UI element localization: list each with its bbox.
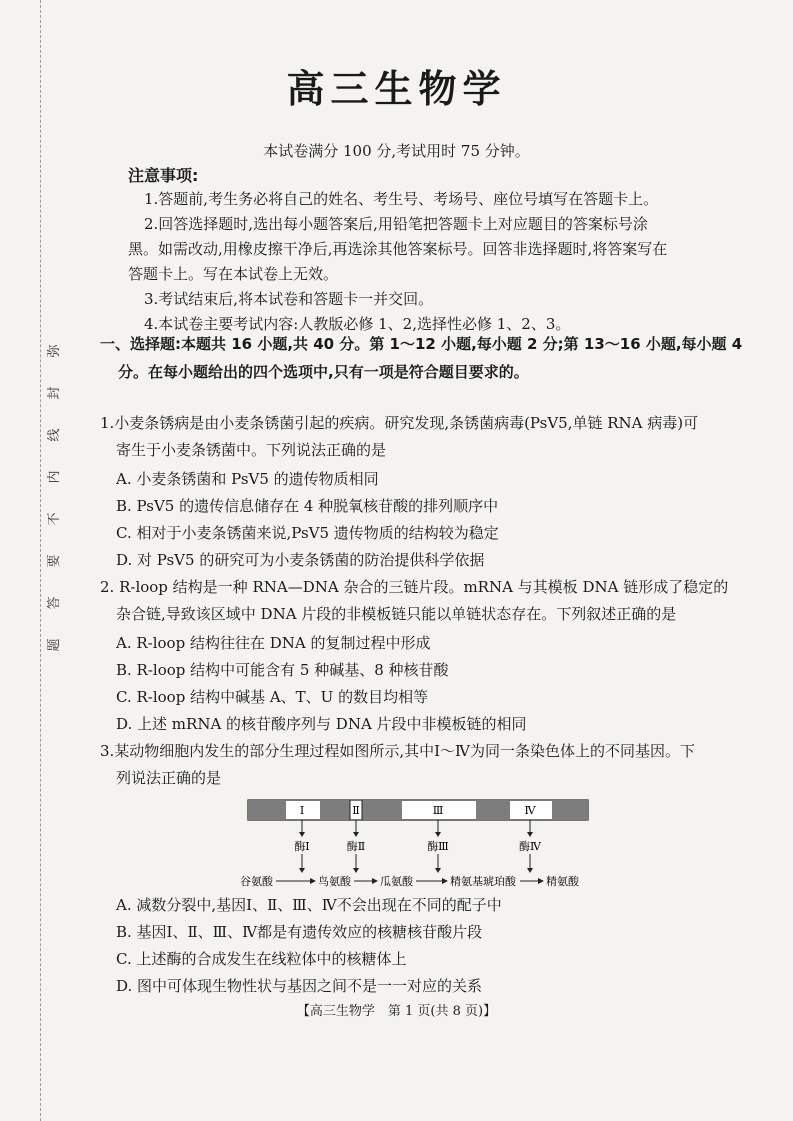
binding-char: 弥: [47, 344, 62, 358]
gene-label: Ⅱ: [352, 804, 360, 817]
page-title: 高三生物学: [286, 67, 507, 111]
stem-line: 杂合链,导致该区域中 DNA 片段的非模板链只能以单链状态存在。下列叙述正确的是: [116, 605, 677, 623]
stem-line: 2. R-loop 结构是一种 RNA—DNA 杂合的三链片段。mRNA 与其模板 DNA 链形成了稳定的: [100, 578, 729, 596]
binding-char: 题: [47, 638, 62, 652]
arrow-head: [527, 868, 533, 873]
notice-item: 4.本试卷主要考试内容:人教版必修 1、2,选择性必修 1、2、3。: [144, 315, 571, 333]
notice-item: 答题卡上。写在本试卷上无效。: [128, 265, 339, 283]
binding-char: 答: [47, 596, 62, 610]
exam-info: 本试卷满分 100 分,考试用时 75 分钟。: [263, 142, 530, 160]
chromosome-segment: [552, 800, 588, 820]
question-2-stem: [100, 574, 745, 628]
arrow-head: [435, 832, 441, 837]
gene-label: Ⅳ: [524, 804, 536, 817]
arrow-head: [299, 868, 305, 873]
gene-pathway-figure: [240, 798, 600, 890]
option: D. 上述 mRNA 的核苷酸序列与 DNA 片段中非模板链的相同: [116, 715, 527, 733]
section-heading: [100, 330, 750, 386]
option: A. 减数分裂中,基因Ⅰ、Ⅱ、Ⅲ、Ⅳ不会出现在不同的配子中: [116, 896, 502, 914]
notice-item: 1.答题前,考生务必将自己的姓名、考生号、考场号、座位号填写在答题卡上。: [144, 190, 659, 208]
substance-label: 鸟氨酸: [318, 875, 351, 888]
arrow-head: [538, 878, 544, 884]
notice-item: 2.回答选择题时,选出每小题答案后,用铅笔把答题卡上对应题目的答案标号涂: [144, 215, 648, 233]
chromosome-segment: [320, 800, 350, 820]
binding-char: 不: [47, 512, 62, 526]
stem-line: 列说法正确的是: [116, 769, 222, 787]
arrow-head: [353, 868, 359, 873]
chromosome-segment: [476, 800, 510, 820]
enzyme-label: 酶Ⅲ: [427, 840, 449, 853]
arrow-head: [353, 832, 359, 837]
question-3-stem: [100, 738, 745, 792]
stem-line: 3.某动物细胞内发生的部分生理过程如图所示,其中Ⅰ～Ⅳ为同一条染色体上的不同基因。下: [100, 742, 695, 760]
question-1-stem: [100, 410, 745, 464]
option: A. R-loop 结构往往在 DNA 的复制过程中形成: [116, 634, 431, 652]
enzyme-label: 酶Ⅱ: [346, 840, 366, 853]
option: B. 基因Ⅰ、Ⅱ、Ⅲ、Ⅳ都是有遗传效应的核糖核苷酸片段: [116, 923, 483, 941]
substance-label: 瓜氨酸: [380, 875, 413, 888]
chromosome-segment: [362, 800, 402, 820]
gene-label: Ⅰ: [299, 804, 305, 817]
enzyme-label: 酶Ⅳ: [519, 840, 541, 853]
option: A. 小麦条锈菌和 PsV5 的遗传物质相同: [116, 470, 379, 488]
notice-item: 黑。如需改动,用橡皮擦干净后,再选涂其他答案标号。回答非选择题时,将答案写在: [128, 240, 668, 258]
gene-label: Ⅲ: [432, 804, 444, 817]
binding-char: 要: [47, 554, 62, 568]
arrow-head: [310, 878, 316, 884]
option: D. 对 PsV5 的研究可为小麦条锈菌的防治提供科学依据: [116, 551, 485, 569]
arrow-head: [435, 868, 441, 873]
option: C. 相对于小麦条锈菌来说,PsV5 遗传物质的结构较为稳定: [116, 524, 499, 542]
option: C. 上述酶的合成发生在线粒体中的核糖体上: [116, 950, 407, 968]
option: C. R-loop 结构中碱基 A、T、U 的数目均相等: [116, 688, 429, 706]
option: D. 图中可体现生物性状与基因之间不是一一对应的关系: [116, 977, 483, 995]
notice-item: 3.考试结束后,将本试卷和答题卡一并交回。: [144, 290, 434, 308]
substance-label: 谷氨酸: [240, 875, 273, 888]
arrow-head: [527, 832, 533, 837]
substance-label: 精氨酸: [546, 875, 579, 888]
stem-line: 1.小麦条锈病是由小麦条锈菌引起的疾病。研究发现,条锈菌病毒(PsV5,单链 RNA 病毒)可: [100, 414, 699, 432]
notice-heading: 注意事项:: [128, 166, 199, 185]
stem-line: 寄生于小麦条锈菌中。下列说法正确的是: [116, 441, 387, 459]
binding-warning: [44, 330, 66, 666]
enzyme-label: 酶Ⅰ: [294, 840, 310, 853]
binding-char: 线: [47, 428, 62, 442]
binding-char: 内: [47, 470, 62, 484]
arrow-head: [442, 878, 448, 884]
substance-label: 精氨基琥珀酸: [450, 875, 516, 888]
binding-char: 封: [47, 386, 62, 400]
section-line: 一、选择题:本题共 16 小题,共 40 分。第 1～12 小题,每小题 2 分;第 13～16 小题,每小题 4: [100, 335, 743, 353]
option: B. PsV5 的遗传信息储存在 4 种脱氧核苷酸的排列顺序中: [116, 497, 499, 515]
page-footer: 【高三生物学 第 1 页(共 8 页)】: [296, 1004, 497, 1019]
section-line: 分。在每小题给出的四个选项中,只有一项是符合题目要求的。: [118, 363, 529, 381]
arrow-head: [372, 878, 378, 884]
arrow-head: [299, 832, 305, 837]
chromosome-segment: [248, 800, 286, 820]
option: B. R-loop 结构中可能含有 5 种碱基、8 种核苷酸: [116, 661, 449, 679]
